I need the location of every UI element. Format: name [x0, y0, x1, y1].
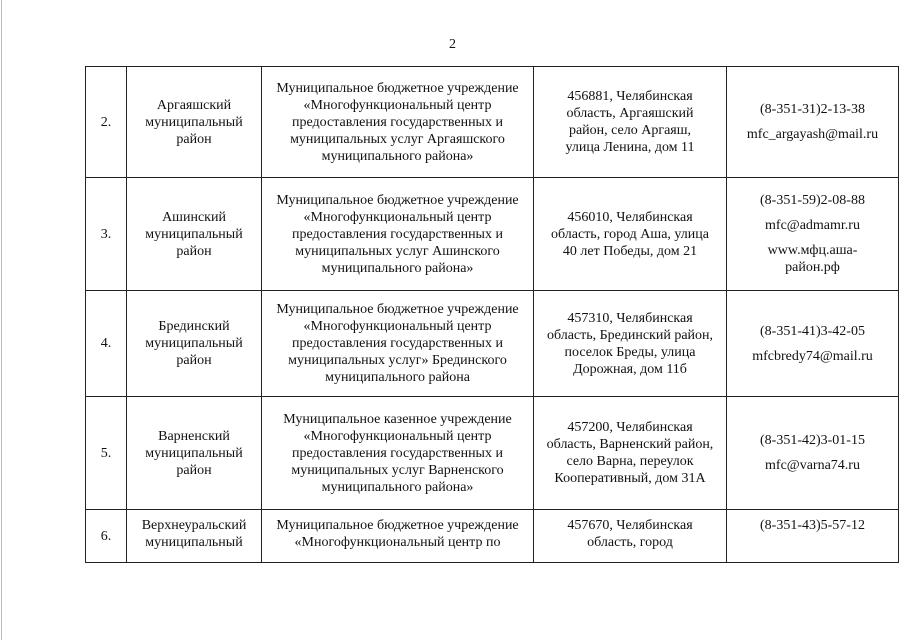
organization-name: Муниципальное бюджетное учреждение «Многофункциональный центр предоставления государственных и муниципальных услуг Ашинского муниципального района»: [276, 192, 519, 276]
address-cell: [534, 178, 727, 291]
table-row: [86, 291, 899, 397]
district-name: Ашинский муниципальный район: [145, 209, 243, 259]
row-number: 5.: [86, 397, 127, 510]
phone-text: (8-351-31)2-13-38: [760, 102, 865, 117]
organization-cell: [262, 67, 534, 178]
address-cell: [534, 291, 727, 397]
district-name: Аргаяшский муниципальный район: [145, 97, 243, 147]
email-text: mfc_argayash@mail.ru: [746, 127, 879, 142]
phone-text: (8-351-42)3-01-15: [760, 433, 865, 448]
table-row: [86, 397, 899, 510]
district-name: Верхнеуральский муниципальный: [141, 518, 247, 550]
row-number: 2.: [86, 67, 127, 178]
phone-text: (8-351-59)2-08-88: [760, 193, 865, 208]
phone-text: (8-351-41)3-42-05: [760, 323, 865, 339]
organization-name: Муниципальное бюджетное учреждение «Многофункциональный центр по: [276, 518, 519, 550]
address-text: 457310, Челябинская область, Брединский район, поселок Бреды, улица Дорожная, дом 11б: [546, 310, 714, 377]
website-text: www.мфц.аша- район.рф: [767, 243, 858, 275]
address-cell: [534, 67, 727, 178]
phone-text: (8-351-43)5-57-12: [760, 518, 865, 533]
district-name: Брединский муниципальный район: [145, 319, 243, 368]
address-cell: [534, 510, 727, 563]
address-text: 456881, Челябинская область, Аргаяшский район, село Аргаяш, улица Ленина, дом 11: [565, 89, 695, 155]
email-text: mfc@varna74.ru: [765, 458, 860, 473]
address-cell: [534, 397, 727, 510]
mfc-table: [85, 66, 899, 563]
email-text: mfcbredy74@mail.ru: [752, 348, 873, 364]
address-text: 457200, Челябинская область, Варненский район, село Варна, переулок Кооперативный, дом 31А: [546, 420, 714, 486]
table-row: [86, 510, 899, 563]
page-number: 2: [449, 37, 456, 52]
contacts-cell: [727, 67, 899, 178]
contacts-cell: [727, 397, 899, 510]
contacts-cell: [727, 178, 899, 291]
organization-cell: [262, 397, 534, 510]
row-number: 4.: [86, 291, 127, 397]
district-cell: [127, 178, 262, 291]
address-text: 456010, Челябинская область, город Аша, улица 40 лет Победы, дом 21: [551, 209, 709, 259]
scan-left-edge: [1, 0, 2, 640]
table-row: [86, 67, 899, 178]
organization-cell: [262, 510, 534, 563]
district-cell: [127, 510, 262, 563]
district-cell: [127, 67, 262, 178]
address-text: 457670, Челябинская область, город: [567, 518, 693, 550]
district-cell: [127, 291, 262, 397]
district-cell: [127, 397, 262, 510]
table-row: [86, 178, 899, 291]
organization-name: Муниципальное казенное учреждение «Многофункциональный центр предоставления государственных и муниципальных услуг Варненского муниципального района»: [283, 411, 512, 495]
organization-cell: [262, 291, 534, 397]
contacts-cell: [727, 291, 899, 397]
district-name: Варненский муниципальный район: [145, 428, 243, 478]
organization-name: Муниципальное бюджетное учреждение «Многофункциональный центр предоставления государственных и муниципальных услуг» Брединского муниципального района: [276, 302, 519, 385]
organization-name: Муниципальное бюджетное учреждение «Многофункциональный центр предоставления государственных и муниципальных услуг Аргаяшского муниципального района»: [276, 80, 519, 164]
email-text: mfc@admamr.ru: [765, 218, 860, 233]
row-number: 3.: [86, 178, 127, 291]
row-number: 6.: [86, 510, 127, 563]
contacts-cell: [727, 510, 899, 563]
organization-cell: [262, 178, 534, 291]
